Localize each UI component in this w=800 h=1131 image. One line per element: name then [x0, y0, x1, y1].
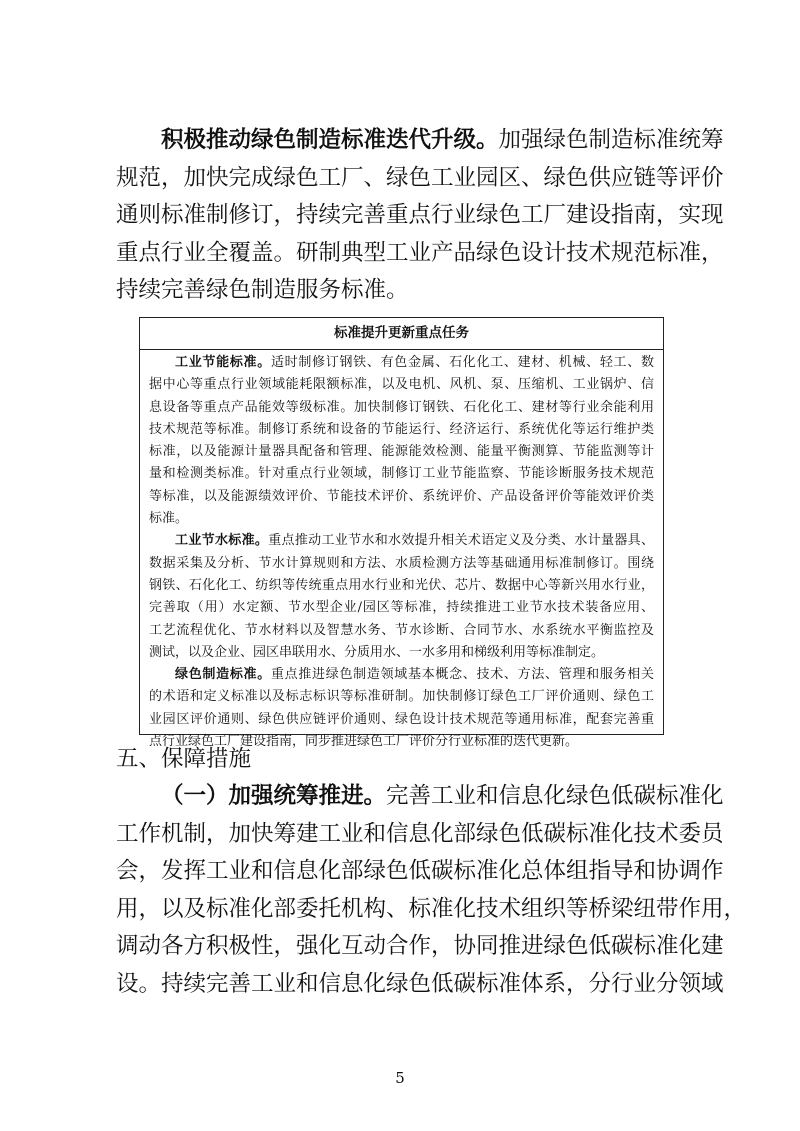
paragraph-line: 设。持续完善工业和信息化绿色低碳标准体系，分行业分领域 — [116, 970, 724, 997]
box-line: 业园区评价通则、绿色供应链评价通则、绿色设计技术规范等通用标准，配套完善重 — [149, 711, 654, 727]
paragraph-line: 会，发挥工业和信息化部绿色低碳标准化总体组指导和协调作 — [116, 858, 724, 885]
paragraph-lead: （一）加强统筹推进。 — [161, 783, 387, 809]
box-line: 绿色制造标准。重点推进绿色制造领域基本概念、技术、方法、管理和服务相关 — [175, 667, 654, 683]
key-tasks-box — [139, 317, 664, 750]
box-line: 量和检测类标准。针对重点行业领域，制修订工业节能监察、节能诊断服务技术规范 — [149, 466, 654, 482]
page-number: 5 — [395, 1069, 405, 1087]
box-line: 完善取（用）水定额、节水型企业/园区等标准，持续推进工业节水技术装备应用、 — [149, 600, 654, 616]
paragraph-line: （一）加强统筹推进。完善工业和信息化绿色低碳标准化 — [161, 783, 724, 809]
paragraph-line: 规范，加快完成绿色工厂、绿色工业园区、绿色供应链等评价 — [116, 164, 724, 191]
paragraph-line: 积极推动绿色制造标准迭代升级。加强绿色制造标准统筹 — [161, 127, 724, 153]
box-body — [140, 350, 663, 753]
box-title: 标准提升更新重点任务 — [140, 318, 663, 350]
paragraph-line: 通则标准制修订，持续完善重点行业绿色工厂建设指南，实现 — [116, 202, 724, 229]
box-line: 技术规范等标准。制修订系统和设备的节能运行、经济运行、系统优化等运行维护类 — [149, 421, 654, 437]
box-line: 钢铁、石化化工、纺织等传统重点用水行业和光伏、芯片、数据中心等新兴用水行业， — [149, 577, 654, 593]
box-line: 点行业绿色工厂建设指南，同步推进绿色工厂评价分行业标准的迭代更新。 — [149, 734, 579, 750]
box-line: 工业节水标准。重点推动工业节水和水效提升相关术语定义及分类、水计量器具、 — [175, 533, 654, 549]
box-line: 据中心等重点行业领域能耗限额标准，以及电机、风机、泵、压缩机、工业锅炉、信 — [149, 377, 654, 393]
section-heading: 五、保障措施 — [116, 746, 252, 772]
box-line: 的术语和定义标准以及标志标识等标准研制。加快制修订绿色工厂评价通则、绿色工 — [149, 689, 654, 705]
paragraph-lead: 积极推动绿色制造标准迭代升级。 — [161, 127, 499, 153]
paragraph-line: 工作机制，加快筹建工业和信息化部绿色低碳标准化技术委员 — [116, 820, 724, 847]
section-lead: 工业节水标准。 — [175, 533, 269, 549]
paragraph-line: 重点行业全覆盖。研制典型工业产品绿色设计技术规范标准， — [116, 239, 724, 266]
box-line: 工业节能标准。适时制修订钢铁、有色金属、石化化工、建材、机械、轻工、数 — [175, 355, 654, 370]
box-line: 标准，以及能源计量器具配备和管理、能源能效检测、能量平衡测算、节能监测等计 — [149, 444, 654, 460]
section-lead: 绿色制造标准。 — [175, 667, 271, 683]
paragraph-line: 用，以及标准化部委托机构、标准化技术组织等桥梁纽带作用， — [116, 895, 747, 922]
box-line: 息设备等重点产品能效等级标准。加快制修订钢铁、石化化工、建材等行业余能利用 — [149, 399, 654, 415]
box-line: 测试，以及企业、园区串联用水、分质用水、一水多用和梯级利用等标准制定。 — [149, 644, 605, 660]
section-lead: 工业节能标准。 — [175, 355, 271, 370]
paragraph-line: 持续完善绿色制造服务标准。 — [116, 277, 409, 304]
box-line: 标准。 — [149, 511, 189, 527]
box-line: 数据采集及分析、节水计算规则和方法、水质检测方法等基础通用标准制修订。围绕 — [149, 555, 654, 571]
box-line: 等标准，以及能源绩效评价、节能技术评价、系统评价、产品设备评价等能效评价类 — [149, 488, 654, 504]
paragraph-line: 调动各方积极性，强化互动合作，协同推进绿色低碳标准化建 — [116, 933, 724, 960]
box-line: 工艺流程优化、节水材料以及智慧水务、节水诊断、合同节水、水系统水平衡监控及 — [149, 622, 654, 638]
paragraph-coordination — [116, 778, 747, 1004]
paragraph-green-manufacturing — [116, 122, 724, 310]
